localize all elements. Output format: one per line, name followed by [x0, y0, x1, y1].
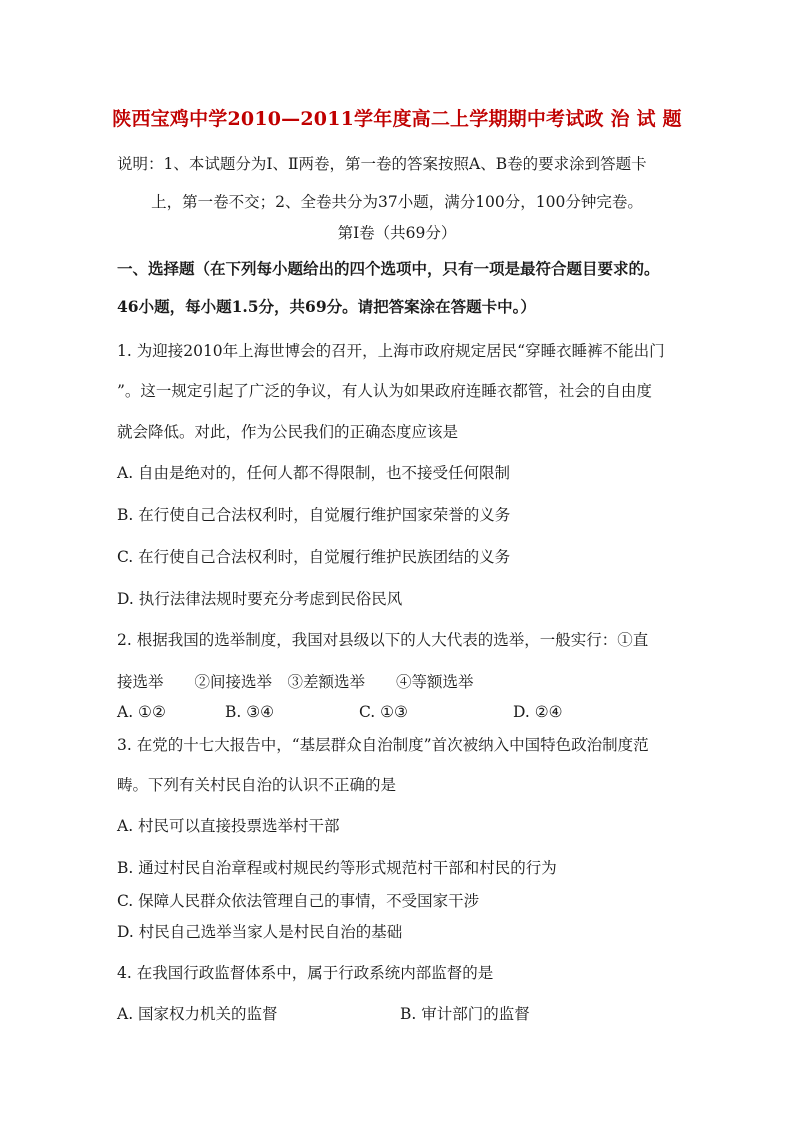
part-one-heading-line-1: 一、选择题（在下列每小题给出的四个选项中，只有一项是最符合题目要求的。	[117, 259, 660, 278]
question-4-option-b: B. 审计部门的监督	[400, 1005, 530, 1023]
question-2-stem-line-1: 2. 根据我国的选举制度，我国对县级以下的人大代表的选举，一般实行：①直	[117, 631, 649, 649]
question-2-option-c: C. ①③	[359, 703, 408, 721]
question-1-option-c: C. 在行使自己合法权利时，自觉履行维护民族团结的义务	[117, 548, 511, 566]
question-3-option-c: C. 保障人民群众依法管理自己的事情，不受国家干涉	[117, 892, 480, 910]
question-3-option-a: A. 村民可以直接投票选举村干部	[117, 817, 340, 835]
part-one-heading-line-2: 46小题，每小题1.5分，共69分。请把答案涂在答题卡中。）	[117, 297, 536, 316]
question-1-stem-line-2: ”。这一规定引起了广泛的争议，有人认为如果政府连睡衣都管，社会的自由度	[117, 382, 652, 400]
question-1-stem-line-3: 就会降低。对此，作为公民我们的正确态度应该是	[117, 423, 459, 441]
question-3-option-d: D. 村民自己选举当家人是村民自治的基础	[117, 923, 403, 941]
question-3-option-b: B. 通过村民自治章程或村规民约等形式规范村干部和村民的行为	[117, 859, 557, 877]
question-2-option-a: A. ①②	[117, 703, 166, 721]
instructions-line-2: 上，第一卷不交；2、全卷共分为37小题，满分100分，100分钟完卷。	[151, 193, 643, 211]
exam-title: 陕西宝鸡中学2010—2011学年度高二上学期期中考试政 治 试 题	[112, 108, 682, 130]
question-1-option-b: B. 在行使自己合法权利时，自觉履行维护国家荣誉的义务	[117, 506, 511, 524]
question-3-stem-line-1: 3. 在党的十七大报告中，“基层群众自治制度”首次被纳入中国特色政治制度范	[117, 736, 649, 754]
question-2-stem-line-2: 接选举 ②间接选举 ③差额选举 ④等额选举	[117, 673, 474, 691]
question-4-options	[117, 1002, 697, 1024]
question-2-options	[117, 703, 697, 725]
question-3-stem-line-2: 畴。下列有关村民自治的认识不正确的是	[117, 776, 397, 794]
instructions-line-1: 说明：1、本试题分为Ⅰ、Ⅱ两卷，第一卷的答案按照A、B卷的要求涂到答题卡	[117, 155, 647, 173]
question-1-option-d: D. 执行法律法规时要充分考虑到民俗民风	[117, 590, 403, 608]
question-4-option-a: A. 国家权力机关的监督	[117, 1005, 278, 1023]
question-2-option-d: D. ②④	[513, 703, 563, 721]
question-1-stem-line-1: 1. 为迎接2010年上海世博会的召开，上海市政府规定居民“穿睡衣睡裤不能出门	[117, 342, 665, 360]
question-4-stem: 4. 在我国行政监督体系中，属于行政系统内部监督的是	[117, 964, 494, 982]
section-heading: 第Ⅰ卷（共69分）	[337, 224, 457, 242]
question-1-option-a: A. 自由是绝对的，任何人都不得限制，也不接受任何限制	[117, 464, 511, 482]
question-2-option-b: B. ③④	[225, 703, 275, 721]
